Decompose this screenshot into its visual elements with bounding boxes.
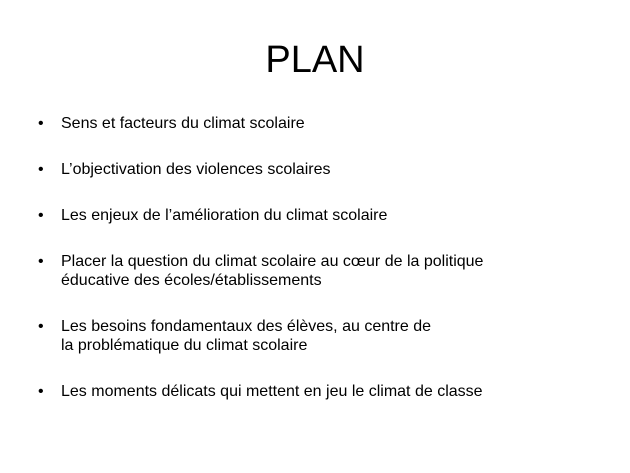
bullet-text: Les moments délicats qui mettent en jeu le climat de classe — [61, 383, 483, 400]
bullet-item — [38, 160, 598, 179]
bullet-text: L’objectivation des violences scolaires — [61, 161, 331, 178]
bullet-icon: • — [38, 207, 44, 224]
bullet-icon: • — [38, 115, 44, 132]
bullet-icon: • — [38, 383, 44, 400]
bullet-icon: • — [38, 318, 44, 335]
bullet-text: Les besoins fondamentaux des élèves, au centre de la problématique du climat scolaire — [61, 318, 432, 354]
bullet-text: Placer la question du climat scolaire au cœur de la politique éducative des écoles/établissements — [61, 253, 484, 289]
slide-title: PLAN — [265, 39, 365, 81]
bullet-list — [38, 114, 598, 428]
bullet-item — [38, 317, 598, 355]
bullet-item — [38, 114, 598, 133]
bullet-icon: • — [38, 161, 44, 178]
bullet-item — [38, 252, 598, 290]
bullet-item — [38, 206, 598, 225]
bullet-text: Sens et facteurs du climat scolaire — [61, 115, 305, 132]
bullet-icon: • — [38, 253, 44, 270]
bullet-item — [38, 382, 598, 401]
bullet-text: Les enjeux de l’amélioration du climat scolaire — [61, 207, 388, 224]
